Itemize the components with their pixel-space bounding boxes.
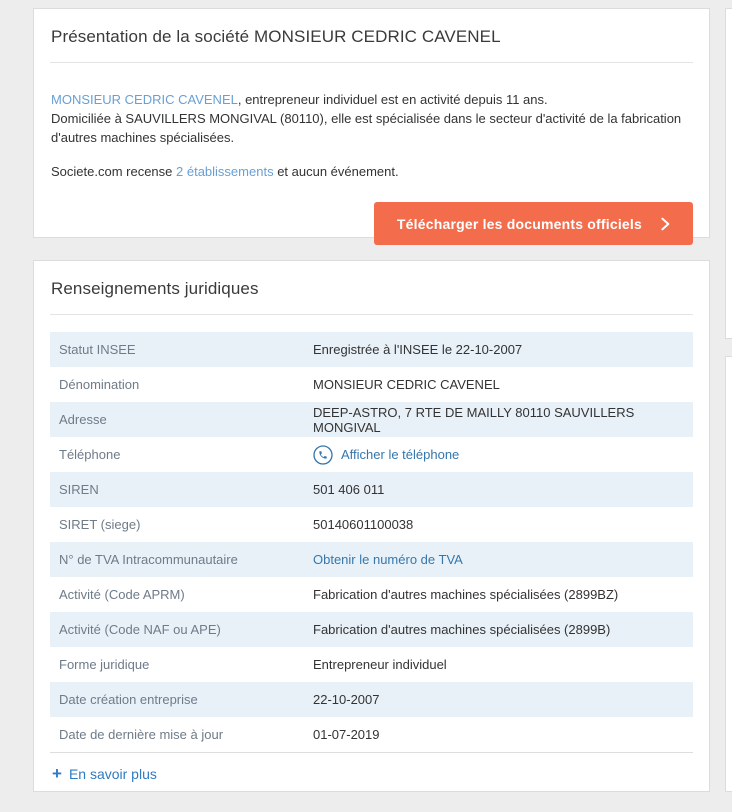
en-savoir-plus-link[interactable] xyxy=(52,766,157,782)
table-row xyxy=(50,437,693,472)
plus-icon: + xyxy=(52,764,62,783)
table-row xyxy=(50,647,693,682)
legal-info-card xyxy=(33,260,710,792)
main-column xyxy=(33,8,710,792)
row-label: Forme juridique xyxy=(59,657,150,672)
row-label: Date création entreprise xyxy=(59,692,198,707)
row-value: Fabrication d'autres machines spécialisées (2899BZ) xyxy=(313,587,619,602)
row-value: Fabrication d'autres machines spécialisées (2899B) xyxy=(313,622,611,637)
sidebar-card-partial-top xyxy=(725,8,732,339)
table-row xyxy=(50,367,693,402)
row-label: Adresse xyxy=(59,412,107,427)
presentation-card xyxy=(33,8,710,238)
presentation-title: Présentation de la société MONSIEUR CEDRIC CAVENEL xyxy=(51,27,501,46)
phone-icon xyxy=(313,445,333,465)
row-value xyxy=(313,445,459,465)
row-label: Date de dernière mise à jour xyxy=(59,727,224,742)
show-phone-link[interactable]: Afficher le téléphone xyxy=(341,447,460,462)
title-divider xyxy=(50,62,693,63)
row-label: Statut INSEE xyxy=(59,342,136,357)
chevron-right-icon xyxy=(657,216,673,232)
row-value xyxy=(313,552,463,567)
table-row xyxy=(50,332,693,367)
row-label: Activité (Code APRM) xyxy=(59,587,185,602)
etablissements-link[interactable]: 2 établissements xyxy=(176,164,274,179)
table-row xyxy=(50,577,693,612)
table-row xyxy=(50,507,693,542)
recense-after: et aucun événement. xyxy=(273,164,399,179)
row-label: Téléphone xyxy=(59,447,121,462)
row-value: 22-10-2007 xyxy=(313,692,380,707)
row-value: MONSIEUR CEDRIC CAVENEL xyxy=(313,377,500,392)
download-documents-button[interactable] xyxy=(374,202,693,245)
title-divider xyxy=(50,314,693,315)
recense-text xyxy=(50,162,693,181)
row-label: N° de TVA Intracommunautaire xyxy=(59,552,238,567)
row-label: Dénomination xyxy=(59,377,140,392)
intro-line1-rest: , entrepreneur individuel est en activité depuis 11 ans. xyxy=(237,92,548,107)
legal-info-table xyxy=(50,332,693,753)
row-value: 50140601100038 xyxy=(313,517,414,532)
row-label: Activité (Code NAF ou APE) xyxy=(59,622,221,637)
row-value: DEEP-ASTRO, 7 RTE DE MAILLY 80110 SAUVILLERS MONGIVAL xyxy=(313,404,635,435)
row-value: Entrepreneur individuel xyxy=(313,657,447,672)
button-row xyxy=(50,202,693,245)
table-row xyxy=(50,612,693,647)
row-label: SIRET (siege) xyxy=(59,517,141,532)
row-label: SIREN xyxy=(59,482,99,497)
table-row xyxy=(50,542,693,577)
row-value: 01-07-2019 xyxy=(313,727,380,742)
download-button-label: Télécharger les documents officiels xyxy=(396,215,642,232)
company-name-link[interactable]: MONSIEUR CEDRIC CAVENEL xyxy=(51,92,238,107)
get-tva-number-link[interactable]: Obtenir le numéro de TVA xyxy=(313,552,463,567)
sidebar-card-partial-bottom xyxy=(725,356,732,792)
intro-line2: Domiciliée à SAUVILLERS MONGIVAL (80110), elle est spécialisée dans le secteur d'activité de la fabrication d'autres machines spécialisées. xyxy=(51,111,682,145)
table-row xyxy=(50,717,693,752)
company-intro-text xyxy=(50,90,693,147)
row-value: Enregistrée à l'INSEE le 22-10-2007 xyxy=(313,342,523,357)
table-row xyxy=(50,472,693,507)
recense-before: Societe.com recense xyxy=(51,164,177,179)
legal-info-title: Renseignements juridiques xyxy=(51,279,259,298)
table-row xyxy=(50,682,693,717)
table-row xyxy=(50,402,693,437)
en-savoir-plus-label: En savoir plus xyxy=(68,766,157,782)
row-value: 501 406 011 xyxy=(313,482,385,497)
